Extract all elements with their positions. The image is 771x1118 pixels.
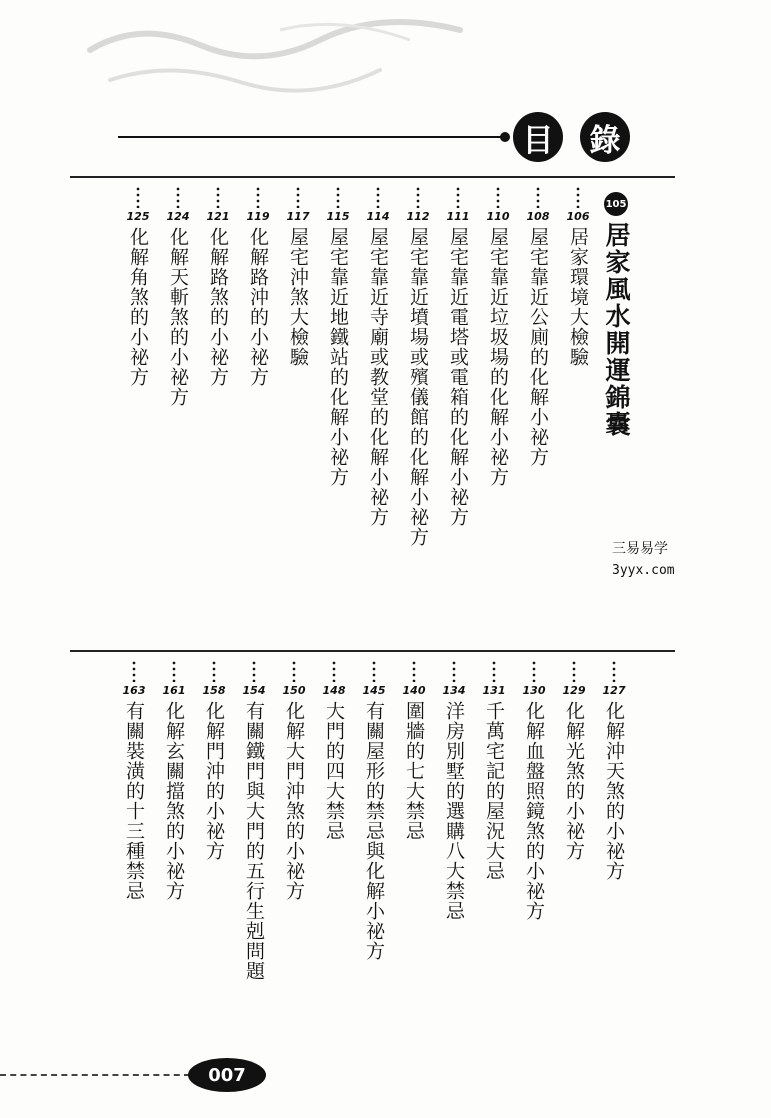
toc-entry[interactable] bbox=[483, 186, 513, 487]
leader-dots bbox=[216, 186, 220, 208]
toc-text: 大門的四大禁忌 bbox=[323, 701, 345, 841]
toc-entry[interactable] bbox=[363, 186, 393, 527]
toc-entry[interactable] bbox=[323, 186, 353, 487]
toc-page: 130 bbox=[522, 684, 546, 697]
leader-dots bbox=[536, 186, 540, 208]
leader-dots bbox=[492, 660, 496, 682]
toc-entry[interactable] bbox=[443, 186, 473, 527]
toc-page: 154 bbox=[242, 684, 266, 697]
watermark bbox=[612, 538, 675, 582]
toc-entry[interactable] bbox=[243, 186, 273, 387]
leader-dots bbox=[412, 660, 416, 682]
watermark-line-2: 3yyx.com bbox=[612, 563, 675, 578]
leader-dots bbox=[292, 660, 296, 682]
toc-entry[interactable] bbox=[399, 660, 429, 841]
leader-dots bbox=[176, 186, 180, 208]
toc-page: 134 bbox=[442, 684, 466, 697]
leader-dots bbox=[336, 186, 340, 208]
toc-text: 化解角煞的小祕方 bbox=[127, 227, 149, 387]
leader-dots bbox=[132, 660, 136, 682]
leader-dots bbox=[372, 660, 376, 682]
toc-text: 化解光煞的小祕方 bbox=[563, 701, 585, 861]
toc-text: 有關鐵門與大門的五行生剋問題 bbox=[243, 701, 265, 981]
toc-page: 129 bbox=[562, 684, 586, 697]
toc-text: 化解路沖的小祕方 bbox=[247, 227, 269, 387]
toc-entry[interactable] bbox=[519, 660, 549, 921]
footer-dashed-rule bbox=[0, 1074, 190, 1076]
section-heading bbox=[598, 192, 634, 438]
watermark-line-1: 三易易学 bbox=[612, 541, 668, 557]
toc-page: 150 bbox=[282, 684, 306, 697]
toc-entry[interactable] bbox=[359, 660, 389, 961]
leader-dots bbox=[256, 186, 260, 208]
toc-entry[interactable] bbox=[439, 660, 469, 921]
toc-entry[interactable] bbox=[239, 660, 269, 981]
toc-page: 111 bbox=[446, 210, 470, 223]
title-char-1: 目 bbox=[513, 112, 563, 162]
toc-page: 163 bbox=[122, 684, 146, 697]
title-rule-dot bbox=[500, 132, 510, 142]
toc-entry[interactable] bbox=[523, 186, 553, 467]
toc-page: 125 bbox=[126, 210, 150, 223]
toc-entry[interactable] bbox=[203, 186, 233, 387]
toc-entry[interactable] bbox=[403, 186, 433, 547]
leader-dots bbox=[252, 660, 256, 682]
toc-page: 124 bbox=[166, 210, 190, 223]
toc-page: 161 bbox=[162, 684, 186, 697]
toc-text: 化解玄關擋煞的小祕方 bbox=[163, 701, 185, 901]
toc-entry[interactable] bbox=[563, 186, 593, 367]
toc-text: 化解血盤照鏡煞的小祕方 bbox=[523, 701, 545, 921]
toc-entry[interactable] bbox=[123, 186, 153, 387]
toc-text: 有關裝潢的十三種禁忌 bbox=[123, 701, 145, 901]
top-section-rule bbox=[70, 176, 675, 178]
section-title: 居家風水開運錦囊 bbox=[602, 222, 631, 438]
leader-dots bbox=[416, 186, 420, 208]
toc-text: 屋宅靠近地鐵站的化解小祕方 bbox=[327, 227, 349, 487]
toc-text: 千萬宅記的屋況大忌 bbox=[483, 701, 505, 881]
leader-dots bbox=[532, 660, 536, 682]
leader-dots bbox=[212, 660, 216, 682]
toc-page: 121 bbox=[206, 210, 230, 223]
toc-text: 化解大門沖煞的小祕方 bbox=[283, 701, 305, 901]
leader-dots bbox=[572, 660, 576, 682]
toc-text: 屋宅靠近垃圾場的化解小祕方 bbox=[487, 227, 509, 487]
toc-entry[interactable] bbox=[479, 660, 509, 881]
toc-page: 145 bbox=[362, 684, 386, 697]
leader-dots bbox=[136, 186, 140, 208]
brush-stroke-decoration bbox=[80, 10, 500, 130]
leader-dots bbox=[456, 186, 460, 208]
title-rule bbox=[118, 136, 503, 138]
toc-text: 居家環境大檢驗 bbox=[567, 227, 589, 367]
toc-text: 洋房別墅的選購八大禁忌 bbox=[443, 701, 465, 921]
leader-dots bbox=[612, 660, 616, 682]
toc-entry[interactable] bbox=[559, 660, 589, 861]
leader-dots bbox=[496, 186, 500, 208]
toc-text: 化解沖天煞的小祕方 bbox=[603, 701, 625, 881]
bottom-section-rule bbox=[70, 650, 675, 652]
page-number: 007 bbox=[188, 1058, 266, 1092]
toc-page: 158 bbox=[202, 684, 226, 697]
toc-entry[interactable] bbox=[283, 186, 313, 367]
toc-page: 114 bbox=[366, 210, 390, 223]
toc-page: 108 bbox=[526, 210, 550, 223]
toc-text: 圍牆的七大禁忌 bbox=[403, 701, 425, 841]
toc-page: 117 bbox=[286, 210, 310, 223]
toc-text: 屋宅靠近墳場或殯儀館的化解小祕方 bbox=[407, 227, 429, 547]
toc-page: 106 bbox=[566, 210, 590, 223]
toc-page: 131 bbox=[482, 684, 506, 697]
leader-dots bbox=[172, 660, 176, 682]
toc-entry[interactable] bbox=[119, 660, 149, 901]
toc-text: 屋宅靠近公廁的化解小祕方 bbox=[527, 227, 549, 467]
title-char-2: 錄 bbox=[580, 112, 630, 162]
toc-text: 屋宅靠近電塔或電箱的化解小祕方 bbox=[447, 227, 469, 527]
toc-page: 119 bbox=[246, 210, 270, 223]
leader-dots bbox=[296, 186, 300, 208]
toc-entry[interactable] bbox=[159, 660, 189, 901]
toc-entry[interactable] bbox=[319, 660, 349, 841]
toc-entry[interactable] bbox=[279, 660, 309, 901]
toc-text: 屋宅沖煞大檢驗 bbox=[287, 227, 309, 367]
section-number-badge: 105 bbox=[604, 192, 628, 216]
toc-text: 化解天斬煞的小祕方 bbox=[167, 227, 189, 407]
toc-page: 110 bbox=[486, 210, 510, 223]
leader-dots bbox=[332, 660, 336, 682]
toc-text: 化解門沖的小祕方 bbox=[203, 701, 225, 861]
toc-entry[interactable] bbox=[163, 186, 193, 407]
toc-entry[interactable] bbox=[599, 660, 629, 881]
leader-dots bbox=[452, 660, 456, 682]
toc-page: 127 bbox=[602, 684, 626, 697]
leader-dots bbox=[376, 186, 380, 208]
toc-text: 屋宅靠近寺廟或教堂的化解小祕方 bbox=[367, 227, 389, 527]
leader-dots bbox=[576, 186, 580, 208]
toc-page: 112 bbox=[406, 210, 430, 223]
toc-text: 化解路煞的小祕方 bbox=[207, 227, 229, 387]
toc-page: 115 bbox=[326, 210, 350, 223]
toc-entry[interactable] bbox=[199, 660, 229, 861]
toc-text: 有關屋形的禁忌與化解小祕方 bbox=[363, 701, 385, 961]
toc-page: 140 bbox=[402, 684, 426, 697]
toc-page: 148 bbox=[322, 684, 346, 697]
